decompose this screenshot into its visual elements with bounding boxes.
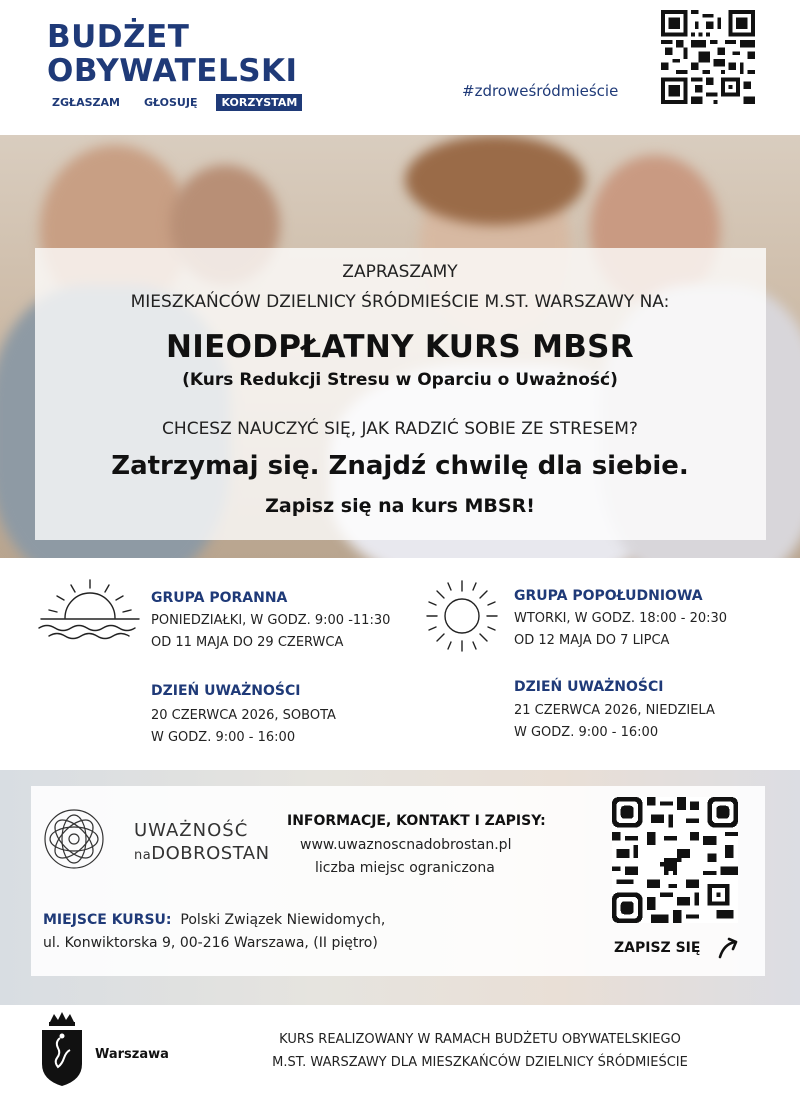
signup-label: ZAPISZ SIĘ: [614, 940, 701, 956]
course-subtitle: (Kurs Redukcji Stresu w Oparciu o Uważność): [182, 370, 618, 390]
mindfulness-day-2-hours: W GODZ. 9:00 - 16:00: [514, 725, 659, 740]
mindfulness-day-2-date: 21 CZERWCA 2026, NIEDZIELA: [514, 703, 715, 718]
logo-line-1: BUDŻET: [47, 19, 190, 55]
sunrise-icon: [35, 578, 145, 648]
qr-code-icon[interactable]: [661, 10, 755, 104]
budzet-obywatelski-logo: [47, 20, 298, 88]
hashtag: #zdroweśródmieście: [462, 82, 619, 100]
course-place-address: ul. Konwiktorska 9, 00-216 Warszawa, (II piętro): [43, 935, 378, 951]
course-title: NIEODPŁATNY KURS MBSR: [166, 329, 634, 365]
morning-group-days: PONIEDZIAŁKI, W GODZ. 9:00 -11:30: [151, 613, 391, 628]
header: [0, 0, 800, 135]
mindfulness-day-2-title: DZIEŃ UWAŻNOŚCI: [514, 679, 664, 695]
warszawa-crest-icon: [38, 1008, 86, 1088]
info-title: INFORMACJE, KONTAKT I ZAPISY:: [287, 813, 546, 829]
step-glosuje: GŁOSUJĘ: [143, 96, 198, 109]
course-place: [43, 912, 385, 928]
mindfulness-day-1-hours: W GODZ. 9:00 - 16:00: [151, 730, 296, 745]
uwaznosc-logo-na: na: [134, 848, 152, 863]
morning-group-title: GRUPA PORANNA: [151, 590, 288, 606]
logo-steps: [47, 94, 310, 111]
website-link[interactable]: www.uwaznoscnadobrostan.pl: [300, 837, 512, 853]
uwaznosc-logo-line-2: [134, 843, 270, 864]
invite-line-2: MIESZKAŃCÓW DZIELNICY ŚRÓDMIEŚCIE M.ST. WARSZAWY NA:: [130, 292, 670, 312]
uwaznosc-logo-line-1: UWAŻNOŚĆ: [134, 820, 249, 841]
uwaznosc-logo-dobrostan: DOBROSTAN: [151, 843, 270, 864]
mindfulness-day-1-date: 20 CZERWCA 2026, SOBOTA: [151, 708, 336, 723]
step-korzystam: KORZYSTAM: [216, 94, 302, 111]
slogan: Zatrzymaj się. Znajdź chwilę dla siebie.: [111, 451, 689, 481]
signup-qr-code-icon[interactable]: [612, 797, 738, 923]
warszawa-label: Warszawa: [95, 1047, 169, 1062]
sun-icon: [424, 578, 500, 654]
signup-call: Zapisz się na kurs MBSR!: [265, 495, 535, 517]
arrow-up-right-icon: [716, 936, 742, 960]
uwaznosc-logo-icon: [43, 808, 105, 870]
photo-person-center-hair: [405, 135, 585, 225]
logo-line-2: OBYWATELSKI: [47, 53, 298, 89]
course-place-label: MIEJSCE KURSU:: [43, 912, 172, 928]
mindfulness-day-1-title: DZIEŃ UWAŻNOŚCI: [151, 683, 301, 699]
limited-places-note: liczba miejsc ograniczona: [315, 860, 495, 876]
stress-question: CHCESZ NAUCZYĆ SIĘ, JAK RADZIĆ SOBIE ZE STRESEM?: [162, 419, 638, 439]
afternoon-group-dates: OD 12 MAJA DO 7 LIPCA: [514, 633, 670, 648]
footer-line-2: M.ST. WARSZAWY DLA MIESZKAŃCÓW DZIELNICY ŚRÓDMIEŚCIE: [272, 1055, 688, 1070]
afternoon-group-days: WTORKI, W GODZ. 18:00 - 20:30: [514, 611, 728, 626]
step-zglaszam: ZGŁASZAM: [52, 96, 120, 109]
course-place-name: Polski Związek Niewidomych,: [180, 912, 386, 928]
footer-line-1: KURS REALIZOWANY W RAMACH BUDŻETU OBYWATELSKIEGO: [279, 1032, 681, 1047]
invite-line-1: ZAPRASZAMY: [342, 262, 458, 282]
afternoon-group-title: GRUPA POPOŁUDNIOWA: [514, 588, 703, 604]
morning-group-dates: OD 11 MAJA DO 29 CZERWCA: [151, 635, 344, 650]
